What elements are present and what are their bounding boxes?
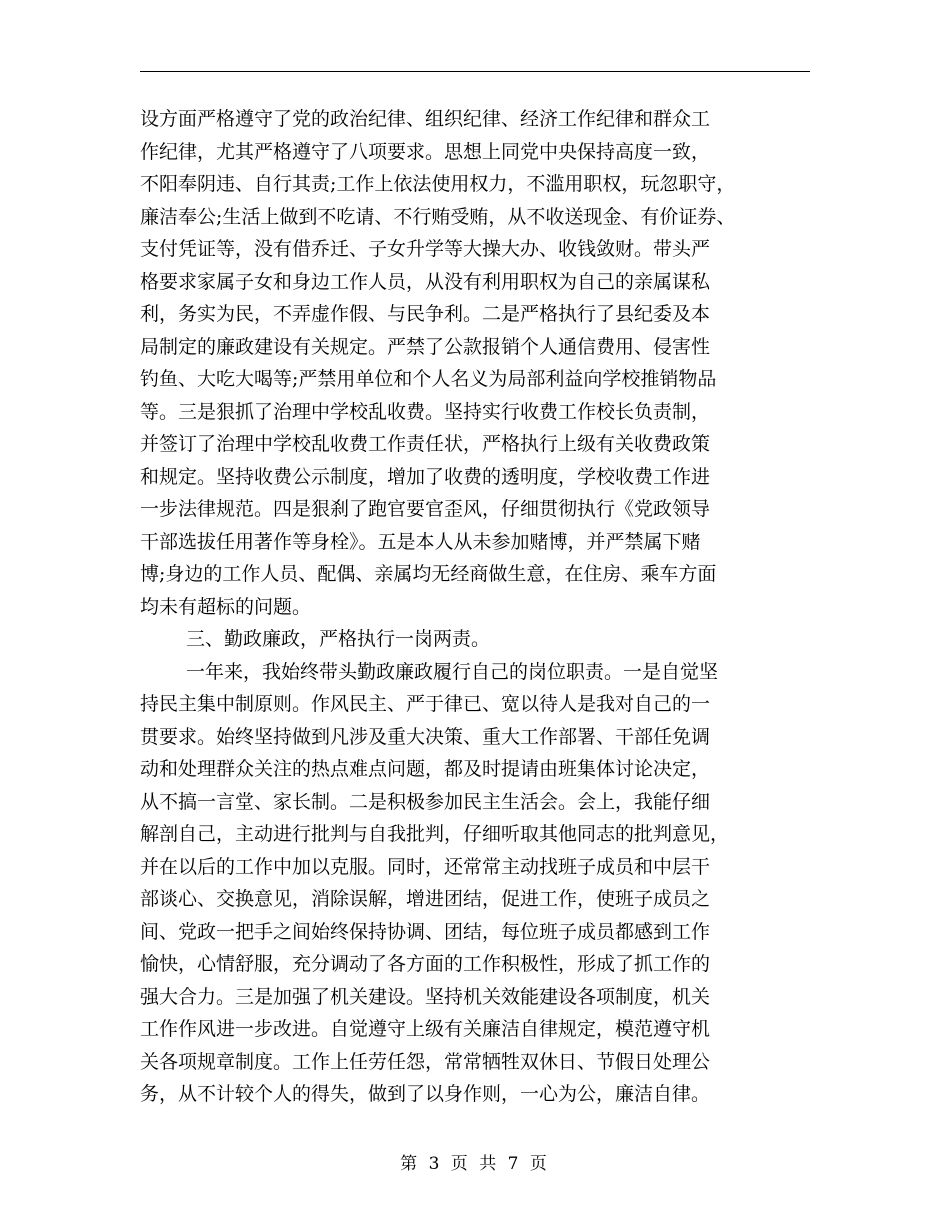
text-line: 和规定。坚持收费公示制度，增加了收费的透明度，学校收费工作进	[140, 465, 711, 488]
text-line: 不阳奉阴违、自行其责;工作上依法使用权力，不滥用职权，玩忽职守，	[140, 173, 736, 195]
text-line: 廉洁奉公;生活上做到不吃请、不行贿受贿，从不收送现金、有价证券、	[140, 205, 736, 228]
text-line: 贯要求。始终坚持做到凡涉及重大决策、重大工作部署、干部任免调	[140, 725, 711, 748]
text-line: 持民主集中制原则。作风民主、严于律已、宽以待人是我对自己的一	[140, 693, 711, 715]
text-line: 强大合力。三是加强了机关建设。坚持机关效能建设各项制度，机关	[140, 985, 711, 1008]
page-number: 第 3 页 共 7 页	[400, 1154, 550, 1174]
text-line: 等。三是狠抓了治理中学校乱收费。坚持实行收费工作校长负责制，	[140, 400, 711, 423]
text-line: 利，务实为民，不弄虚作假、与民争利。二是严格执行了县纪委及本	[140, 303, 711, 325]
text-line: 间、党政一把手之间始终保持协调、团结，每位班子成员都感到工作	[140, 920, 711, 943]
text-line: 解剖自己，主动进行批判与自我批判，仔细听取其他同志的批判意见，	[140, 823, 730, 845]
text-line: 并签订了治理中学校乱收费工作责任状，严格执行上级有关收费政策	[140, 433, 711, 455]
text-line: 支付凭证等，没有借乔迁、子女升学等大操大办、收钱敛财。带头严	[140, 238, 711, 260]
text-line: 钓鱼、大吃大喝等;严禁用单位和个人名义为局部利益向学校推销物品	[140, 368, 717, 390]
body-text	[140, 103, 820, 1111]
text-line: 务，从不计较个人的得失，做到了以身作则，一心为公，廉洁自律。	[140, 1083, 711, 1105]
paragraph-first-line: 一年来，我始终带头勤政廉政履行自己的岗位职责。一是自觉坚	[186, 660, 719, 683]
text-line: 博;身边的工作人员、配偶、亲属均无经商做生意，在住房、乘车方面	[140, 563, 717, 585]
text-line: 均未有超标的问题。	[140, 595, 312, 618]
text-line: 干部选拔任用著作等身栓》。五是本人从未参加赌博，并严禁属下赌	[140, 530, 701, 553]
text-line: 从不搞一言堂、家长制。二是积极参加民主生活会。会上，我能仔细	[140, 790, 711, 813]
text-line: 工作作风进一步改进。自觉遵守上级有关廉洁自律规定，模范遵守机	[140, 1018, 711, 1040]
section-heading: 三、勤政廉政，严格执行一岗两责。	[186, 628, 491, 650]
text-line: 关各项规章制度。工作上任劳任怨，常常牺牲双休日、节假日处理公	[140, 1050, 711, 1073]
text-line: 动和处理群众关注的热点难点问题，都及时提请由班集体讨论决定，	[140, 758, 711, 780]
text-line: 一步法律规范。四是狠刹了跑官要官歪风，仔细贯彻执行《党政领导	[140, 498, 711, 520]
text-line: 部谈心、交换意见，消除误解，增进团结，促进工作，使班子成员之	[140, 888, 711, 910]
text-line: 并在以后的工作中加以克服。同时，还常常主动找班子成员和中层干	[140, 855, 711, 878]
header-rule	[140, 71, 810, 72]
text-line: 格要求家属子女和身边工作人员，从没有利用职权为自己的亲属谋私	[140, 270, 711, 293]
text-line: 局制定的廉政建设有关规定。严禁了公款报销个人通信费用、侵害性	[140, 335, 711, 358]
text-line: 愉快，心情舒服，充分调动了各方面的工作积极性，形成了抓工作的	[140, 953, 711, 975]
text-line: 作纪律，尤其严格遵守了八项要求。思想上同党中央保持高度一致，	[140, 140, 711, 163]
text-line: 设方面严格遵守了党的政治纪律、组织纪律、经济工作纪律和群众工	[140, 108, 711, 130]
